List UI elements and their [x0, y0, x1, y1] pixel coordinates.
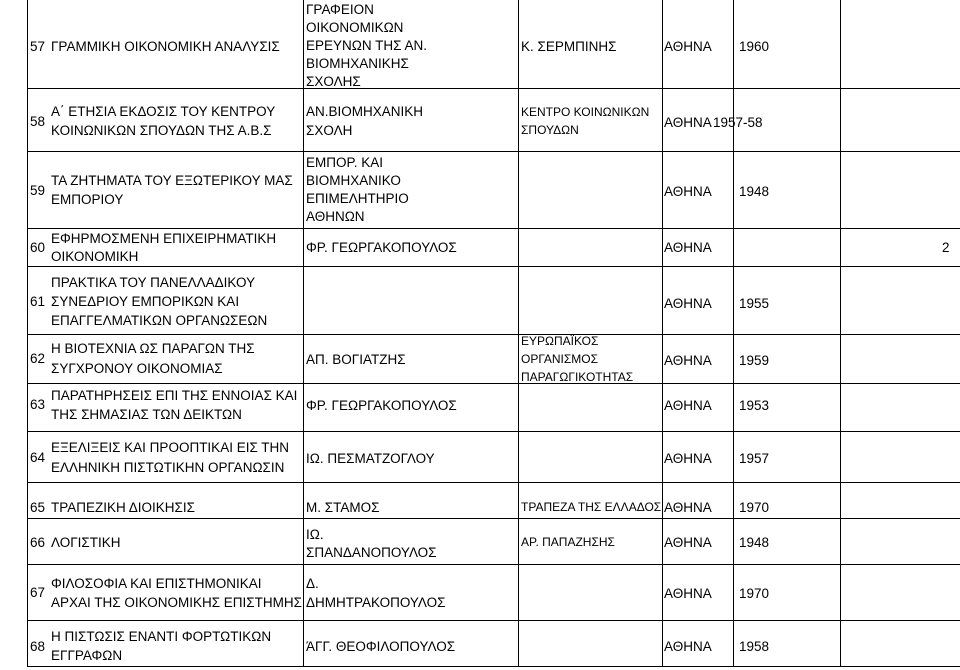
row-number: 62	[30, 351, 46, 366]
row-divider	[27, 518, 960, 519]
author-line: ΣΧΟΛΗ	[306, 123, 353, 138]
author-line: ΑΝ.ΒΙΟΜΗΧΑΝΙΚΗ	[306, 104, 424, 119]
year: 1960	[739, 39, 770, 54]
row-number: 57	[30, 39, 46, 54]
city: ΑΘΗΝΑ	[664, 296, 712, 311]
year: 1970	[739, 586, 770, 601]
year: 1957-58	[713, 115, 763, 130]
year: 1959	[739, 353, 770, 368]
column-divider	[662, 0, 663, 667]
row-number: 68	[30, 639, 46, 654]
author-line: ΒΙΟΜΗΧΑΝΙΚΗΣ	[306, 56, 409, 71]
title-line: ΟΙΚΟΝΟΜΙΚΗ	[51, 249, 139, 264]
author-line: ΆΓΓ. ΘΕΟΦΙΛΟΠΟΥΛΟΣ	[306, 639, 456, 654]
title-line: ΕΞΕΛΙΞΕΙΣ ΚΑΙ ΠΡΟΟΠΤΙΚΑΙ ΕΙΣ ΤΗΝ	[51, 440, 290, 455]
year: 1957	[739, 451, 770, 466]
row-divider	[27, 88, 960, 89]
author-line: ΑΘΗΝΩΝ	[306, 209, 365, 224]
author-line: ΒΙΟΜΗΧΑΝΙΚΟ	[306, 173, 401, 188]
publisher-line: ΤΡΑΠΕΖΑ ΤΗΣ ΕΛΛΑΔΟΣ	[521, 500, 662, 514]
city: ΑΘΗΝΑ	[664, 451, 712, 466]
title-line: ΦΙΛΟΣΟΦΙΑ ΚΑΙ ΕΠΙΣΤΗΜΟΝΙΚΑΙ	[51, 576, 262, 591]
title-line: ΤΑ ΖΗΤΗΜΑΤΑ ΤΟΥ ΕΞΩΤΕΡΙΚΟΥ ΜΑΣ	[51, 173, 293, 188]
author-line: ΣΧΟΛΗΣ	[306, 74, 361, 89]
city: ΑΘΗΝΑ	[664, 500, 712, 515]
year: 1948	[739, 184, 770, 199]
author-line: ΙΩ. ΠΕΣΜΑΤΖΟΓΛΟΥ	[306, 451, 435, 466]
author-line: ΕΠΙΜΕΛΗΤΗΡΙΟ	[306, 191, 409, 206]
city: ΑΘΗΝΑ	[664, 639, 712, 654]
column-divider	[733, 0, 734, 667]
title-line: ΕΦΗΡΜΟΣΜΕΝΗ ΕΠΙΧΕΙΡΗΜΑΤΙΚΗ	[51, 231, 277, 246]
title-line: Η ΒΙΟΤΕΧΝΙΑ ΩΣ ΠΑΡΑΓΩΝ ΤΗΣ	[51, 341, 255, 356]
title-line: ΣΥΝΕΔΡΙΟΥ ΕΜΠΟΡΙΚΩΝ ΚΑΙ	[51, 294, 240, 309]
title-line: Α΄ ΕΤΗΣΙΑ ΕΚΔΟΣΙΣ ΤΟΥ ΚΕΝΤΡΟΥ	[51, 104, 276, 119]
year: 2	[942, 240, 950, 255]
title-line: ΤΗΣ ΣΗΜΑΣΙΑΣ ΤΩΝ ΔΕΙΚΤΩΝ	[51, 407, 242, 422]
author-line: ΓΡΑΦΕΙΟΝ	[306, 2, 374, 17]
city: ΑΘΗΝΑ	[664, 39, 712, 54]
year: 1948	[739, 535, 770, 550]
column-divider	[518, 0, 519, 667]
title-line: ΤΡΑΠΕΖΙΚΗ ΔΙΟΙΚΗΣΙΣ	[51, 500, 195, 515]
title-line: ΚΟΙΝΩΝΙΚΩΝ ΣΠΟΥΔΩΝ ΤΗΣ Α.Β.Σ	[51, 123, 272, 138]
title-line: ΑΡΧΑΙ ΤΗΣ ΟΙΚΟΝΟΜΙΚΗΣ ΕΠΙΣΤΗΜΗΣ	[51, 595, 302, 610]
author-line: Δ.	[306, 576, 319, 591]
author-line: ΕΜΠΟΡ. ΚΑΙ	[306, 155, 384, 170]
author-line: ΣΠΑΝΔΑΝΟΠΟΥΛΟΣ	[306, 545, 437, 560]
title-line: ΕΠΑΓΓΕΛΜΑΤΙΚΩΝ ΟΡΓΑΝΩΣΕΩΝ	[51, 313, 268, 328]
title-line: ΓΡΑΜΜΙΚΗ ΟΙΚΟΝΟΜΙΚΗ ΑΝΑΛΥΣΙΣ	[51, 39, 280, 54]
row-divider	[27, 666, 960, 667]
row-number: 58	[30, 114, 46, 129]
row-number: 59	[30, 183, 46, 198]
author-line: ΙΩ.	[306, 527, 324, 542]
publisher-line: ΚΕΝΤΡΟ ΚΟΙΝΩΝΙΚΩΝ	[521, 105, 650, 119]
city: ΑΘΗΝΑ	[664, 184, 712, 199]
row-divider	[27, 334, 960, 335]
column-divider	[303, 0, 304, 667]
row-number: 60	[30, 240, 46, 255]
title-line: ΛΟΓΙΣΤΙΚΗ	[51, 535, 121, 550]
author-line: ΟΙΚΟΝΟΜΙΚΩΝ	[306, 20, 404, 35]
title-line: ΕΛΛΗΝΙΚΗ ΠΙΣΤΩΤΙΚΗΝ ΟΡΓΑΝΩΣΙΝ	[51, 460, 285, 475]
year: 1970	[739, 500, 770, 515]
year: 1958	[739, 639, 770, 654]
author-line: ΔΗΜΗΤΡΑΚΟΠΟΥΛΟΣ	[306, 595, 446, 610]
column-divider	[840, 0, 841, 667]
publisher-line: ΕΥΡΩΠΑΪΚΟΣ	[521, 334, 599, 348]
title-line: ΣΥΓΧΡΟΝΟΥ ΟΙΚΟΝΟΜΙΑΣ	[51, 361, 223, 376]
title-line: ΠΑΡΑΤΗΡΗΣΕΙΣ ΕΠΙ ΤΗΣ ΕΝΝΟΙΑΣ ΚΑΙ	[51, 388, 298, 403]
row-divider	[27, 151, 960, 152]
row-number: 66	[30, 535, 46, 550]
row-number: 65	[30, 500, 46, 515]
column-divider	[27, 0, 28, 667]
city: ΑΘΗΝΑ	[664, 240, 712, 255]
row-divider	[27, 431, 960, 432]
city: ΑΘΗΝΑ	[664, 353, 712, 368]
title-line: ΕΓΓΡΑΦΩΝ	[51, 648, 123, 663]
author-line: ΕΡΕΥΝΩΝ ΤΗΣ ΑΝ.	[306, 38, 427, 53]
title-line: ΠΡΑΚΤΙΚΑ ΤΟΥ ΠΑΝΕΛΛΑΔΙΚΟΥ	[51, 275, 256, 290]
row-divider	[27, 266, 960, 267]
city: ΑΘΗΝΑ	[664, 115, 712, 130]
city: ΑΘΗΝΑ	[664, 586, 712, 601]
row-number: 61	[30, 294, 46, 309]
publisher-line: ΑΡ. ΠΑΠΑΖΗΣΗΣ	[521, 535, 615, 549]
author-line: ΦΡ. ΓΕΩΡΓΑΚΟΠΟΥΛΟΣ	[306, 398, 457, 413]
row-divider	[27, 383, 960, 384]
year: 1953	[739, 398, 770, 413]
year: 1955	[739, 296, 770, 311]
row-divider	[27, 564, 960, 565]
city: ΑΘΗΝΑ	[664, 398, 712, 413]
author-line: ΦΡ. ΓΕΩΡΓΑΚΟΠΟΥΛΟΣ	[306, 240, 457, 255]
row-divider	[27, 620, 960, 621]
title-line: ΕΜΠΟΡΙΟΥ	[51, 192, 124, 207]
publisher-line: ΣΠΟΥΔΩΝ	[521, 123, 579, 137]
publisher-line: ΠΑΡΑΓΩΓΙΚΟΤΗΤΑΣ	[521, 370, 634, 384]
row-number: 67	[30, 585, 46, 600]
publisher-line: ΟΡΓΑΝΙΣΜΟΣ	[521, 352, 599, 366]
author-line: Μ. ΣΤΑΜΟΣ	[306, 500, 380, 515]
title-line: Η ΠΙΣΤΩΣΙΣ ΕΝΑΝΤΙ ΦΟΡΤΩΤΙΚΩΝ	[51, 629, 272, 644]
author-line: ΑΠ. ΒΟΓΙΑΤΖΗΣ	[306, 352, 406, 367]
row-number: 64	[30, 450, 46, 465]
row-number: 63	[30, 397, 46, 412]
publisher-line: Κ. ΣΕΡΜΠΙΝΗΣ	[521, 39, 617, 54]
row-divider	[27, 482, 960, 483]
city: ΑΘΗΝΑ	[664, 535, 712, 550]
